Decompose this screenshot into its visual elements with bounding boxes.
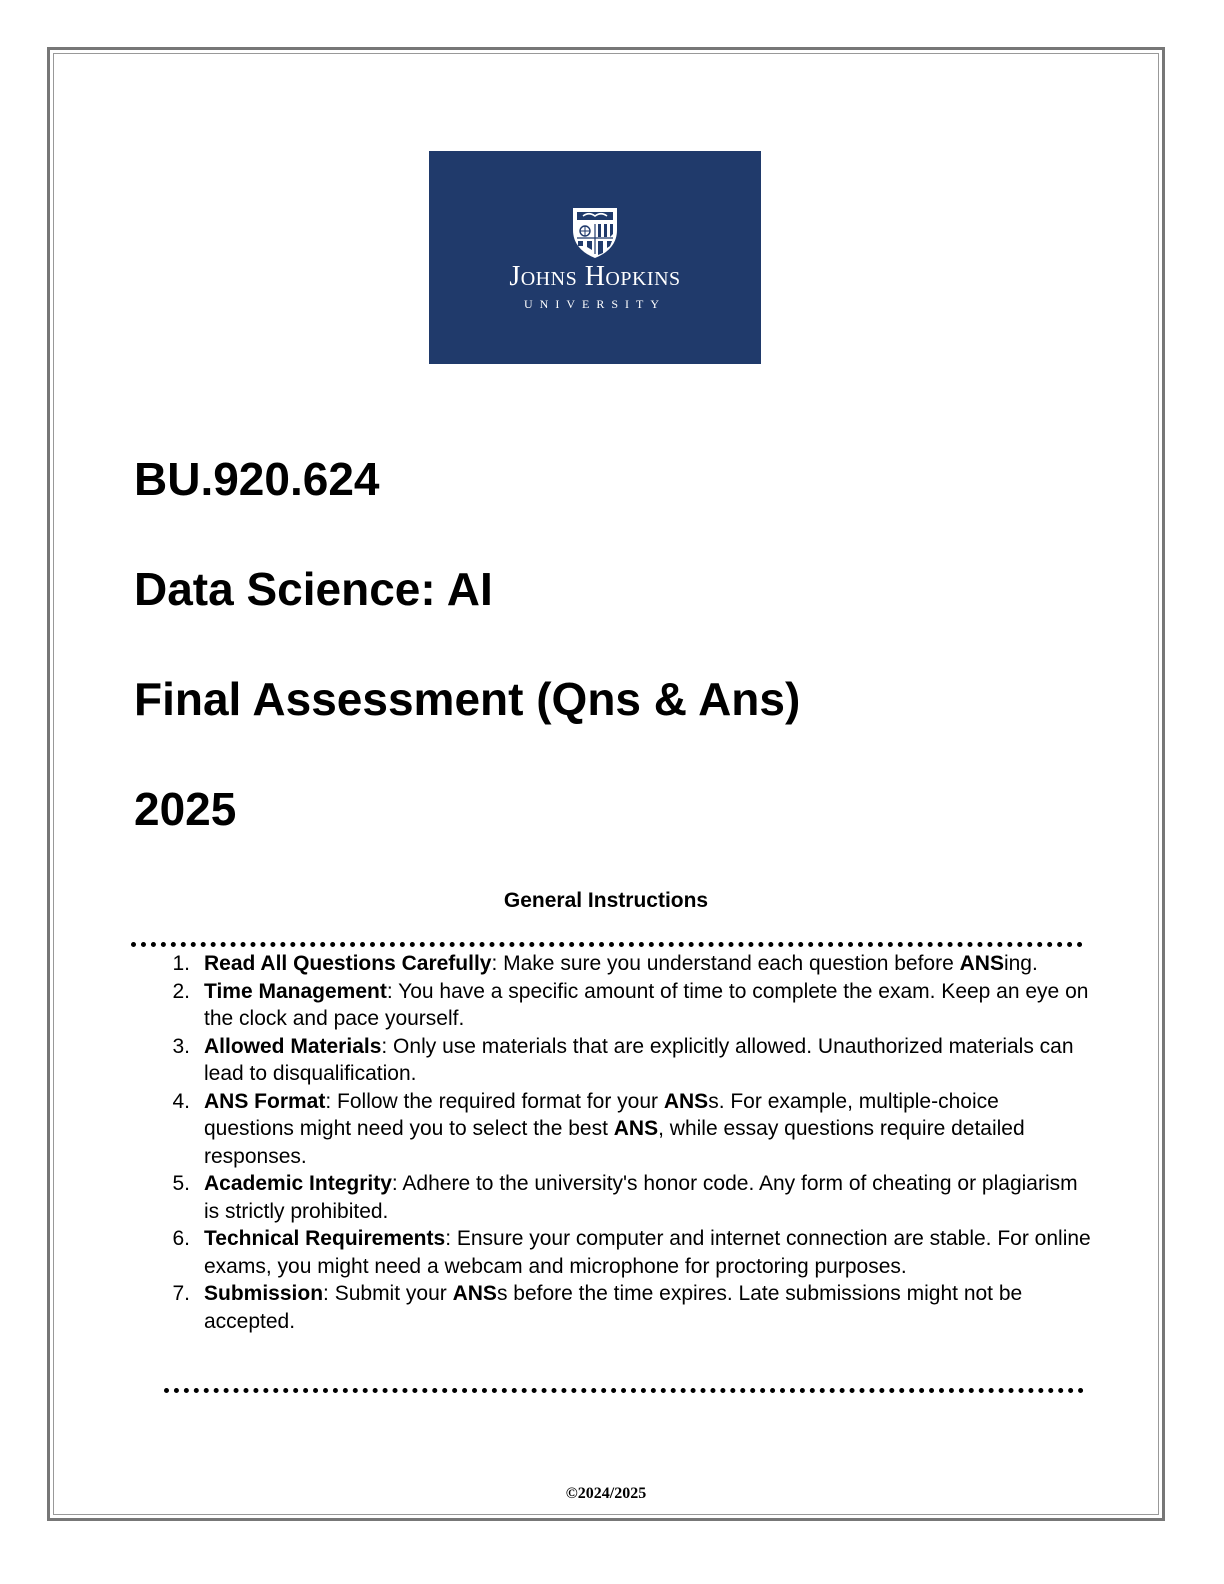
instruction-item [164,1033,1094,1088]
instruction-item [164,1170,1094,1225]
instruction-text: : Adhere to the university's honor code. Any form of cheating or plagiarism is strictly prohibited. [204,1172,1078,1223]
instruction-number: 1. [172,952,190,975]
instruction-text: : You have a specific amount of time to complete the exam. Keep an eye on the clock and pace yourself. [204,979,1089,1030]
instruction-number: 5. [172,1172,190,1195]
instruction-number: 6. [172,1227,190,1250]
instruction-item [164,950,1094,978]
copyright-footer: ©2024/2025 [565,1485,647,1502]
course-code: BU.920.624 [134,453,380,505]
university-logo [429,151,761,364]
dotted-divider-bottom [164,1388,1084,1393]
instruction-item [164,1280,1094,1335]
instructions-heading: General Instructions [503,889,709,912]
instruction-number: 3. [172,1034,190,1058]
logo-name: Johns Hopkins [509,261,681,292]
instruction-label: Technical Requirements [204,1227,446,1250]
instruction-label: Read All Questions Carefully [204,952,492,975]
instruction-text: s. For example, multiple-choice questions might need you to select the best [204,1089,999,1140]
instruction-item [164,1088,1094,1171]
instruction-number: 4. [172,1089,190,1113]
instruction-label: ANS Format [204,1089,326,1113]
instruction-emphasis: ANS [663,1089,709,1113]
instruction-emphasis: ANS [613,1117,659,1140]
shield-crest-icon [569,204,621,260]
instruction-text: : Make sure you understand each question before [491,952,960,975]
instruction-number: 2. [172,979,190,1003]
instruction-item [164,978,1094,1033]
assessment-year: 2025 [134,783,237,835]
instruction-text: : Follow the required format for your [325,1089,664,1113]
instruction-text: , while essay questions require detailed responses. [204,1117,1025,1168]
instruction-text: : Ensure your computer and internet connection are stable. For online exams, you might need a webcam and microphone for proctoring purposes. [204,1227,1091,1278]
instruction-emphasis: ANS [452,1282,497,1305]
instruction-label: Allowed Materials [204,1034,382,1058]
instruction-label: Submission [204,1282,324,1305]
instruction-text: : Submit your [323,1282,453,1305]
course-name: Data Science: AI [134,563,493,615]
instruction-number: 7. [172,1282,190,1305]
instruction-label: Academic Integrity [204,1172,392,1195]
instruction-label: Time Management [204,979,387,1003]
instruction-text: ing. [1003,952,1038,975]
instructions-list [164,950,1094,1335]
instruction-text: s before the time expires. Late submissions might not be accepted. [204,1282,1023,1333]
dotted-divider-top [131,942,1083,947]
instruction-item [164,1225,1094,1280]
logo-subtitle: UNIVERSITY [524,297,666,311]
instruction-emphasis: ANS [959,952,1004,975]
instruction-text: : Only use materials that are explicitly allowed. Unauthorized materials can lead to disqualification. [204,1034,1074,1085]
assessment-title: Final Assessment (Qns & Ans) [134,673,801,725]
